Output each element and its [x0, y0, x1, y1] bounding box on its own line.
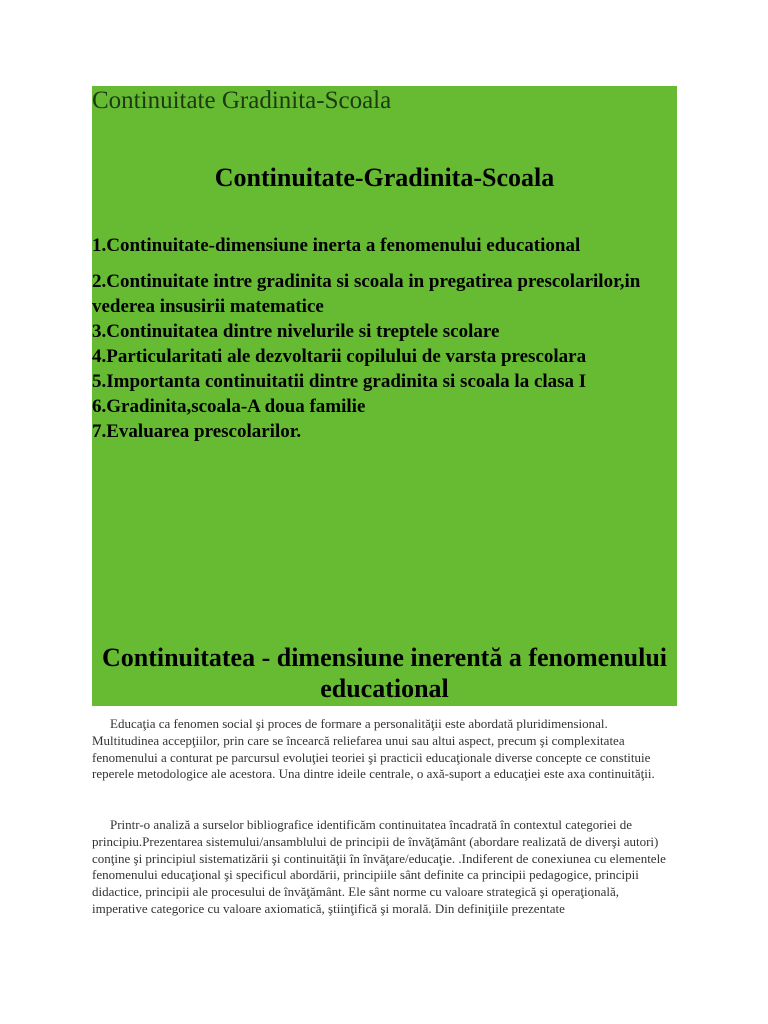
contents-item: 7.Evaluarea prescolarilor. [92, 421, 302, 442]
body-paragraph: Printr-o analiză a surselor bibliografice identificăm continuitatea încadrată în contextul categoriei de principiu.Prezentarea sistemului/ansamblului de principii de învăţământ (abordare realizată de diverşi autori) conţine şi principiul sistematizării şi continuităţii în învăţare/educaţie. .Indiferent de conexiunea cu elementele fenomenului educaţional şi specificul abordării, principiile sânt definite ca principii pedagogice, principii didactice, principii ale procesului de învăţământ. Ele sânt norme cu valoare strategică şi operaţională, imperative categorice cu valoare axiomatică, ştiinţifică şi morală. Din definiţiile prezentate [92, 817, 666, 916]
contents-list [92, 233, 662, 444]
contents-item: 6.Gradinita,scoala-A doua familie [92, 396, 366, 417]
main-heading: Continuitate-Gradinita-Scoala [214, 163, 555, 192]
body-paragraph: Educaţia ca fenomen social şi proces de formare a personalităţii este abordată pluridimensional. Multitudinea accepţiilor, prin care se încearcă reliefarea unui sau altui aspect, precum şi complexitatea fenomenului a conturat pe parcursul evoluţiei teoriei şi practicii educaţionale diverse concepte ce constituie reperele metodologice ale acestora. Una dintre ideile centrale, o axă-suport a educaţiei este axa continuităţii. [92, 716, 655, 782]
contents-item: 1.Continuitate-dimensiune inerta a fenomenului educational [92, 235, 581, 256]
section-heading: Continuitatea - dimensiune inerentă a fenomenului educational [101, 643, 668, 703]
contents-item: 5.Importanta continuitatii dintre gradinita si scoala la clasa I [92, 371, 587, 392]
contents-item: 4.Particularitati ale dezvoltarii copilului de varsta prescolara [92, 346, 587, 367]
page-bottom-margin [0, 934, 768, 1024]
contents-item: 2.Continuitate intre gradinita si scoala in pregatirea prescolarilor,in vederea insusirii matematice [92, 271, 641, 317]
contents-item: 3.Continuitatea dintre nivelurile si treptele scolare [92, 321, 500, 342]
document-title: Continuitate Gradinita-Scoala [92, 87, 392, 114]
